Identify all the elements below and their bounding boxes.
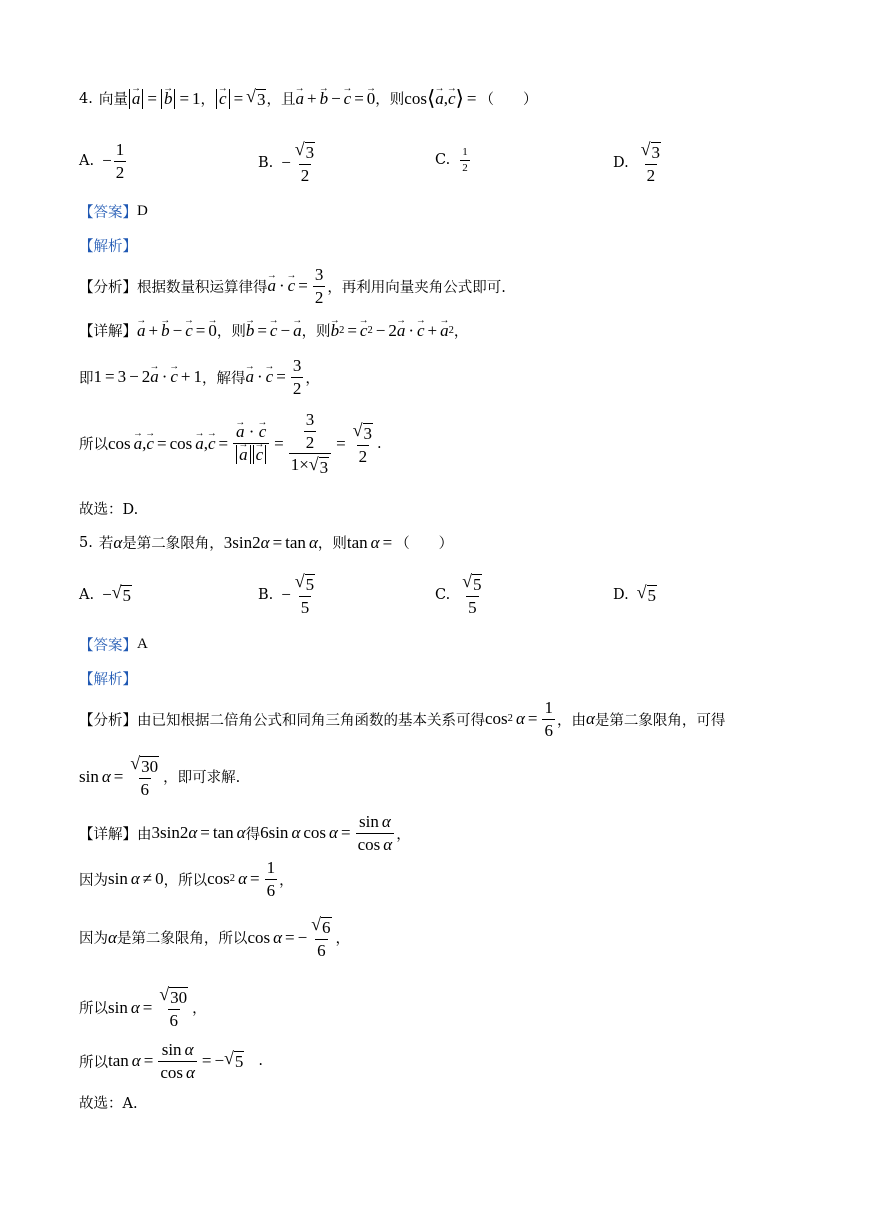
q5-detail-line5	[79, 1040, 263, 1082]
q5-fenxi-text4: ，即可求解.	[163, 770, 241, 787]
q4-option-a-math: − $\frac{1}{2}$	[102, 140, 125, 182]
q5-number: 5.	[79, 534, 93, 551]
q4-stem-math1: → a = → b = 1	[128, 89, 201, 109]
q4-analysis-line	[79, 235, 137, 256]
q4-analysis-tag: 【解析】	[79, 239, 137, 255]
q4-stem-math2: → c = √ 3	[215, 88, 266, 110]
q5-answer-tag: 【答案】	[79, 638, 137, 654]
q4-option-d-label: D.	[613, 154, 629, 171]
q5-analysis-line	[79, 668, 137, 689]
q5-end4: .	[258, 1053, 264, 1070]
q5-quadrant2: 是第二象限角，所以	[116, 931, 248, 948]
q5-choose: 故选：A.	[79, 1096, 138, 1112]
q5-line2-math2: cos 2 α = $\frac{1}{6}$	[207, 858, 276, 900]
q4-option-a	[79, 140, 128, 182]
q4-stem	[79, 88, 537, 110]
q4-line3-prefix: 所以	[79, 437, 108, 454]
q5-so1: ，所以	[163, 872, 208, 889]
q5-line3-alpha: α	[108, 927, 117, 947]
q4-line2-math1: 1 = 3 − 2 → a · → c + 1	[94, 367, 203, 387]
q4-line2-math2: → a · → c = $\frac{3}{2}$	[246, 356, 306, 398]
q4-line2-prefix: 即	[79, 370, 94, 387]
q4-line3-end: .	[377, 435, 382, 452]
q5-line3-math: cos α = − √ 6 6	[247, 914, 331, 960]
q5-option-d-label: D.	[613, 586, 629, 603]
q5-fenxi-line2	[79, 754, 240, 799]
q4-fenxi-text: 根据数量积运算律得	[137, 279, 268, 296]
q4-choose: 故选：D.	[79, 502, 139, 518]
q4-choose-line	[79, 498, 138, 519]
q4-detail-then1: ，则	[216, 324, 246, 340]
q5-option-c-label: C.	[435, 586, 451, 603]
q5-fenxi-alpha: α	[585, 709, 595, 729]
q5-stem-then: ，则	[317, 536, 347, 552]
q4-option-d	[613, 140, 665, 185]
q5-detail-line2	[79, 858, 294, 900]
q5-detail-line3	[79, 915, 350, 960]
q5-stem-paren: （ ）	[395, 536, 454, 552]
q5-option-d-math: √ 5	[636, 582, 657, 605]
q5-fenxi-math2: sin α = √ 30 6	[79, 753, 159, 799]
q5-detail-math2: 6sin α cos α = $\frac{\text{sin α}}{\text{cos α}}$	[260, 812, 393, 854]
q5-detail-get: 得	[245, 826, 261, 843]
q5-option-d	[613, 584, 657, 606]
q4-detail-end: ，	[453, 324, 469, 340]
q5-end1: ，	[279, 872, 294, 889]
q5-option-c	[435, 572, 486, 617]
q5-detail-line1	[79, 812, 411, 854]
q4-option-c-math: $\frac{1}{2}$	[462, 146, 468, 174]
q5-fenxi-line	[79, 698, 725, 740]
q4-option-a-label: A.	[79, 153, 95, 170]
q5-option-a-label: A.	[79, 586, 95, 603]
q5-because1: 因为	[79, 872, 108, 889]
q5-option-a	[79, 584, 132, 606]
q5-analysis-tag: 【解析】	[79, 672, 137, 688]
q5-line5-math: tan α = $\frac{\text{sin α}}{\text{cos α}}$ = − √ 5	[108, 1040, 244, 1082]
q5-choose-line	[79, 1092, 138, 1113]
q5-option-b	[258, 572, 319, 617]
q4-fenxi-math: → a · → c = $\frac{3}{2}$	[268, 265, 328, 307]
q4-option-c	[435, 146, 472, 174]
q4-fenxi-tag: 【分析】	[79, 279, 137, 296]
q4-stem-prefix: 向量	[98, 92, 128, 109]
q5-end3: ，	[192, 1001, 207, 1018]
q5-detail-line4	[79, 985, 207, 1030]
q5-fenxi-math1: cos 2 α = $\frac{1}{6}$	[485, 698, 553, 740]
q5-detail-end: ，	[396, 826, 411, 843]
q4-stem-sep: ，	[200, 92, 216, 109]
q5-fenxi-tag: 【分析】	[79, 712, 137, 729]
q5-stem-quadrant: 是第二象限角，	[122, 536, 224, 552]
q4-detail-line1	[79, 320, 468, 341]
q5-so3: 所以	[79, 1001, 108, 1018]
q5-stem-alpha: α	[113, 532, 123, 552]
q4-number: 4.	[79, 90, 93, 107]
q5-line4-math: sin α = √ 30 6	[108, 984, 188, 1030]
q4-detail-math1: → a + → b − → c = → 0	[137, 321, 217, 341]
q5-option-b-label: B.	[258, 586, 274, 603]
q4-option-b-math: − √ 3 2	[281, 139, 315, 185]
q4-stem-math4: cos ⟨ → a , → c ⟩ =	[404, 88, 479, 109]
q4-stem-then: ，则	[375, 92, 405, 109]
q5-fenxi-text2: ，由	[556, 712, 586, 729]
q4-fenxi-text2: ，再利用向量夹角公式即可.	[327, 279, 506, 296]
q4-option-b-label: B.	[258, 154, 274, 171]
q4-answer-line	[79, 201, 148, 222]
q4-option-c-label: C.	[435, 152, 451, 169]
q4-stem-and: ，且	[266, 92, 296, 109]
q5-stem-math: 3sin2 α = tan α	[223, 532, 318, 552]
q5-line2-math1: sin α ≠ 0	[108, 869, 164, 889]
q5-stem	[79, 532, 453, 553]
q4-option-d-math: √ 3 2	[640, 139, 661, 185]
q5-detail-math1: 3sin2 α = tan α	[151, 823, 246, 843]
q5-answer-value: A	[137, 636, 148, 652]
q5-answer-line	[79, 634, 148, 655]
q4-detail-math2: → b = → c − → a	[246, 321, 302, 341]
q5-fenxi-text3: 是第二象限角，可得	[594, 712, 726, 729]
q4-detail-math3: → b 2 = → c 2 − 2 → a · → c + → a 2	[331, 321, 454, 341]
q4-detail-tag: 【详解】	[79, 324, 137, 340]
q5-option-b-math: − √ 5 5	[281, 571, 315, 617]
q4-stem-paren: （ ）	[479, 92, 538, 109]
q4-detail-then2: ，则	[301, 324, 331, 340]
q4-option-b	[258, 140, 319, 185]
q4-stem-math3: → a + → b − → c = → 0	[295, 89, 375, 109]
q5-option-a-math: − √ 5	[102, 582, 131, 605]
q5-option-c-math: √ 5 5	[462, 571, 482, 617]
q5-so4: 所以	[79, 1054, 108, 1071]
q4-line3-math: cos → a , → c = cos → a , → c = → a · → c → a→ c = $\frac{3}{2}$ 1× √ 3 = √ 3 2	[108, 410, 377, 478]
q4-answer-value: D	[137, 203, 148, 219]
q5-end2: ，	[335, 931, 351, 948]
q4-detail-line2	[79, 356, 320, 398]
q5-detail-from: 由	[137, 826, 152, 843]
q5-because2: 因为	[79, 931, 108, 948]
q4-fenxi-line	[79, 265, 506, 307]
q4-line2-solve: ，解得	[202, 370, 246, 387]
q5-fenxi-text: 由已知根据二倍角公式和同角三角函数的基本关系可得	[137, 712, 485, 729]
q5-detail-tag: 【详解】	[79, 826, 137, 843]
q4-detail-line3	[79, 410, 382, 478]
q4-line2-end: ，	[305, 370, 320, 387]
q4-answer-tag: 【答案】	[79, 205, 137, 221]
q5-stem-math2: tan α =	[346, 532, 393, 552]
q5-stem-if: 若	[98, 536, 114, 552]
